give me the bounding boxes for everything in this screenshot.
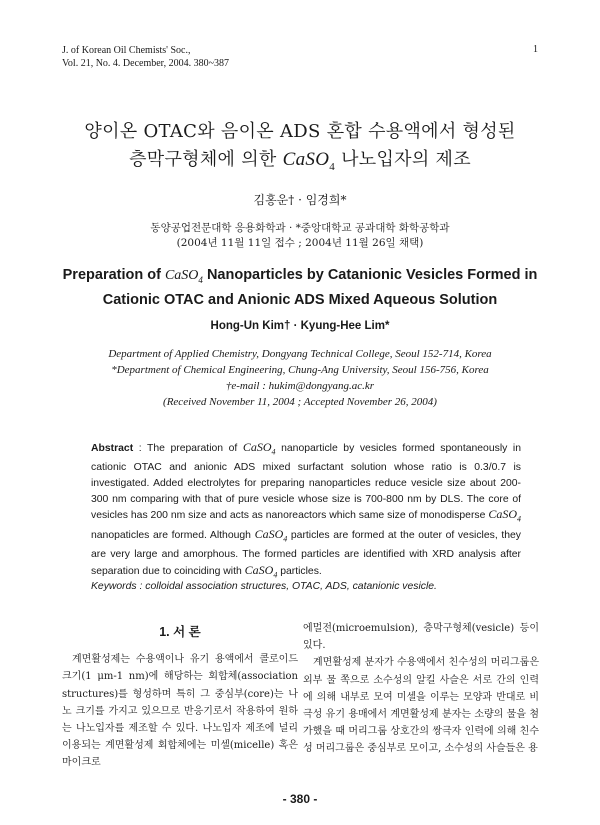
journal-name: J. of Korean Oil Chemists' Soc., [62, 45, 191, 56]
abstract-label: Abstract [91, 443, 134, 454]
korean-title-text-end: 나노입자의 제조 [335, 149, 471, 170]
keywords [91, 581, 521, 592]
abstract-text-3: nanopaticles are formed. Although [91, 530, 255, 542]
body-column-right [303, 620, 539, 758]
korean-title-line2 [0, 146, 600, 181]
english-title-text: Preparation of [62, 267, 165, 283]
chem-subscript: 4 [329, 160, 336, 173]
chem-formula: CaSO [244, 563, 274, 578]
abstract-text-1: : The preparation of [133, 443, 243, 454]
page-number: - 380 - [282, 792, 318, 806]
korean-title-line1: 양이온 OTAC와 음이온 ADS 혼합 수용액에서 형성된 [84, 121, 516, 142]
abstract [91, 440, 521, 583]
abstract-chem-4 [244, 563, 278, 580]
body-paragraph: 계면활성제 분자가 수용액에서 친수성의 머리그룹은 외부 물 쪽으로 소수성의 알킬 사슬은 서로 간의 인력에 의해 내부로 모여 미셀을 이루는 모양과 반대로 비극성 유기 용매에서 계면활성제 분자는 소량의 물을 첨가했을 때 머리그룹 상호간의 쌍극자 인력에 의해 친수성 머리그룹은 중심부로 모이고, 소수성의 사슬들은 용 [303, 657, 539, 755]
abstract-chem-2 [488, 507, 521, 524]
english-title-chem [165, 268, 203, 283]
chem-formula: CaSO [282, 149, 330, 170]
abstract-text-5: particles. [277, 566, 322, 578]
chem-subscript: 4 [273, 570, 278, 580]
chem-formula: CaSO [242, 440, 272, 454]
korean-title-chem [282, 149, 336, 173]
affiliation-1: Department of Applied Chemistry, Dongyang Technical College, Seoul 152-714, Korea [108, 348, 492, 360]
english-title-line1 [0, 265, 600, 290]
english-title-line2: Cationic OTAC and Anionic ADS Mixed Aqueous Solution [102, 291, 498, 308]
korean-affiliation-line: 동양공업전문대학 응용화학과 · *중앙대학교 공과대학 화학공학과 [150, 222, 450, 234]
body-paragraph: 계면활성제는 수용액이나 유기 용액에서 콜로이드 크기(1 μm-1 nm)에 해당하는 회합체(association structures)를 형성하며 특히 그 중심부(core)는 나노 크기를 가지고 있으므로 반응기로서 작용하여 원하는 나노입자를 제조할 수 있다. 나노입자 제조에 널리 이용되는 계면활성제 회합체에는 미셀(micelle) 혹은 마이크로 [62, 654, 298, 769]
keywords-label: Keywords [91, 581, 137, 592]
korean-authors: 김홍운† · 임경희* [253, 193, 347, 207]
journal-volume: Vol. 21, No. 4. December, 2004. 380~387 [62, 58, 230, 69]
chem-subscript: 4 [198, 274, 203, 285]
keywords-text: : colloidal association structures, OTAC, ADS, catanionic vesicle. [136, 581, 437, 592]
abstract-text-2: nanoparticle by vesicles formed spontaneously in cationic OTAC and anionic ADS mixed surfactant solution whose ratio is 0.3/0.7 is investigated. Added electrolytes for preparing nanoparticles reduce vesicle size about 200-300 nm comparing with that of pure vesicle whose size is 700-800 nm by DLS. The core of vesicles has 200 nm size and acts as nanoreactors which same size of monodisperse [91, 443, 521, 522]
page-corner-number: 1 [533, 44, 538, 55]
affiliation-2: *Department of Chemical Engineering, Chung-Ang University, Seoul 156-756, Korea [111, 364, 489, 376]
chem-subscript: 4 [517, 514, 521, 524]
english-title-text-end: Nanoparticles by Catanionic Vesicles Formed in [202, 267, 538, 283]
email-address[interactable]: †e-mail : hukim@dongyang.ac.kr [225, 380, 375, 392]
abstract-chem-3 [254, 527, 288, 544]
body-paragraph-continued: 에멀전(microemulsion), 층막구형체(vesicle) 등이 있다. [303, 623, 539, 652]
chem-formula: CaSO [254, 527, 284, 542]
chem-formula: CaSO [164, 268, 199, 283]
abstract-chem-1 [242, 440, 276, 457]
chem-formula: CaSO [488, 507, 517, 522]
abstract-text-4: particles are formed at the outer of vesicles, they are very large and amorphous. The formed particles are identified with XRD analysis after separation due to coinciding with [91, 530, 521, 578]
english-dates: (Received November 11, 2004 ; Accepted November 26, 2004) [163, 396, 437, 408]
korean-dates: (2004년 11월 11일 접수 ; 2004년 11월 26일 채택) [176, 237, 424, 249]
korean-title [0, 118, 600, 181]
english-affiliations [0, 346, 600, 410]
chem-subscript: 4 [271, 447, 276, 457]
english-authors: Hong-Un Kim† · Kyung-Hee Lim* [210, 320, 390, 332]
english-title [0, 265, 600, 310]
journal-citation [62, 44, 229, 70]
body-column-left [62, 620, 298, 772]
chem-subscript: 4 [283, 534, 288, 544]
korean-title-text: 층막구형체에 의한 [129, 149, 283, 170]
section-title: 1. 서 론 [159, 625, 201, 639]
korean-affiliation [0, 221, 600, 251]
